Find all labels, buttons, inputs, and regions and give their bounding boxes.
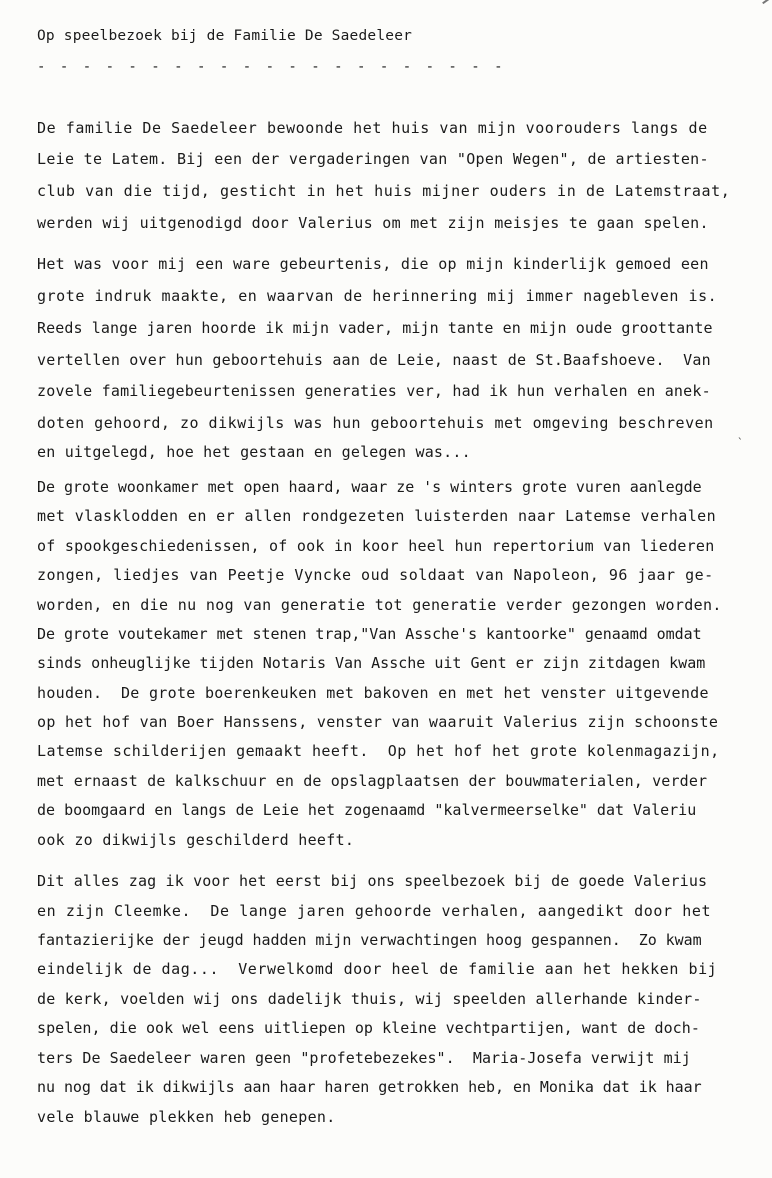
paragraph-line: nu nog dat ik dikwijls aan haar haren getrokken heb, en Monika dat ik haar [37,1078,702,1096]
paragraph-line: de kerk, voelden wij ons dadelijk thuis, wij speelden allerhande kinder- [37,990,702,1008]
paragraph-line: ook zo dikwijls geschilderd heeft. [37,831,355,849]
paragraph-line: vele blauwe plekken heb genepen. [37,1108,336,1126]
paragraph-line: met ernaast de kalkschuur en de opslagplaatsen der bouwmaterialen, verder [37,772,708,790]
paragraph-line: zovele familiegebeurtenissen generaties ver, had ik hun verhalen en anek- [37,382,711,400]
paragraph-line: spelen, die ook wel eens uitliepen op kleine vechtpartijen, want de doch- [37,1019,700,1037]
paragraph-line: of spookgeschiedenissen, of ook in koor heel hun repertorium van liederen [37,537,715,555]
paragraph-line: werden wij uitgenodigd door Valerius om met zijn meisjes te gaan spelen. [37,214,709,232]
paragraph-line: doten gehoord, zo dikwijls was hun geboortehuis met omgeving beschreven [37,414,714,432]
paragraph-line: Het was voor mij een ware gebeurtenis, die op mijn kinderlijk gemoed een [37,255,709,273]
paragraph-line: grote indruk maakte, en waarvan de herinnering mij immer nagebleven is. [37,287,718,305]
paragraph-line: club van die tijd, gesticht in het huis mijner ouders in de Latemstraat, [37,182,731,200]
paragraph-line: De grote woonkamer met open haard, waar ze 's winters grote vuren aanlegde [37,478,702,496]
paragraph-line: ters De Saedeleer waren geen "profetebezekes". Maria-Josefa verwijt mij [37,1049,691,1067]
paragraph-line: vertellen over hun geboortehuis aan de Leie, naast de St.Baafshoeve. Van [37,351,711,369]
paragraph-line: De familie De Saedeleer bewoonde het huis van mijn voorouders langs de [37,119,708,137]
paragraph-line: en zijn Cleemke. De lange jaren gehoorde verhalen, aangedikt door het [37,902,712,920]
paragraph-line: houden. De grote boerenkeuken met bakoven en met het venster uitgevende [37,684,709,702]
paragraph-line: Dit alles zag ik voor het eerst bij ons speelbezoek bij de goede Valerius [37,872,708,890]
paragraph-line: Latemse schilderijen gemaakt heeft. Op het hof het grote kolenmagazijn, [37,742,720,760]
paragraph-line: op het hof van Boer Hanssens, venster van waaruit Valerius zijn schoonste [37,713,719,731]
document-title: Op speelbezoek bij de Familie De Saedeleer [37,28,413,44]
paragraph-line: zongen, liedjes van Peetje Vyncke oud soldaat van Napoleon, 96 jaar ge- [37,566,714,584]
paragraph-line: worden, en die nu nog van generatie tot generatie verder gezongen worden. [37,596,722,614]
title-dashed-underline: - - - - - - - - - - - - - - - - - - - - - [37,59,506,75]
paragraph-line: fantazierijke der jeugd hadden mijn verwachtingen hoog gespannen. Zo kwam [37,931,702,949]
paragraph-line: sinds onheuglijke tijden Notaris Van Assche uit Gent er zijn zitdagen kwam [37,654,706,672]
paragraph-line: en uitgelegd, hoe het gestaan en gelegen was... [37,443,471,461]
page-edge-mark [762,0,770,4]
paragraph-line: De grote voutekamer met stenen trap,"Van Assche's kantoorke" genaamd omdat [37,625,702,643]
paragraph-line: Reeds lange jaren hoorde ik mijn vader, mijn tante en mijn oude groottante [37,319,713,337]
paper-speck: ` [737,436,744,449]
paragraph-line: met vlasklodden en er allen rondgezeten luisterden naar Latemse verhalen [37,507,717,525]
paragraph-line: eindelijk de dag... Verwelkomd door heel de familie aan het hekken bij [37,960,718,978]
paragraph-line: Leie te Latem. Bij een der vergaderingen van "Open Wegen", de artiesten- [37,150,709,168]
paragraph-line: de boomgaard en langs de Leie het zogenaamd "kalvermeerselke" dat Valeriu [37,801,697,819]
